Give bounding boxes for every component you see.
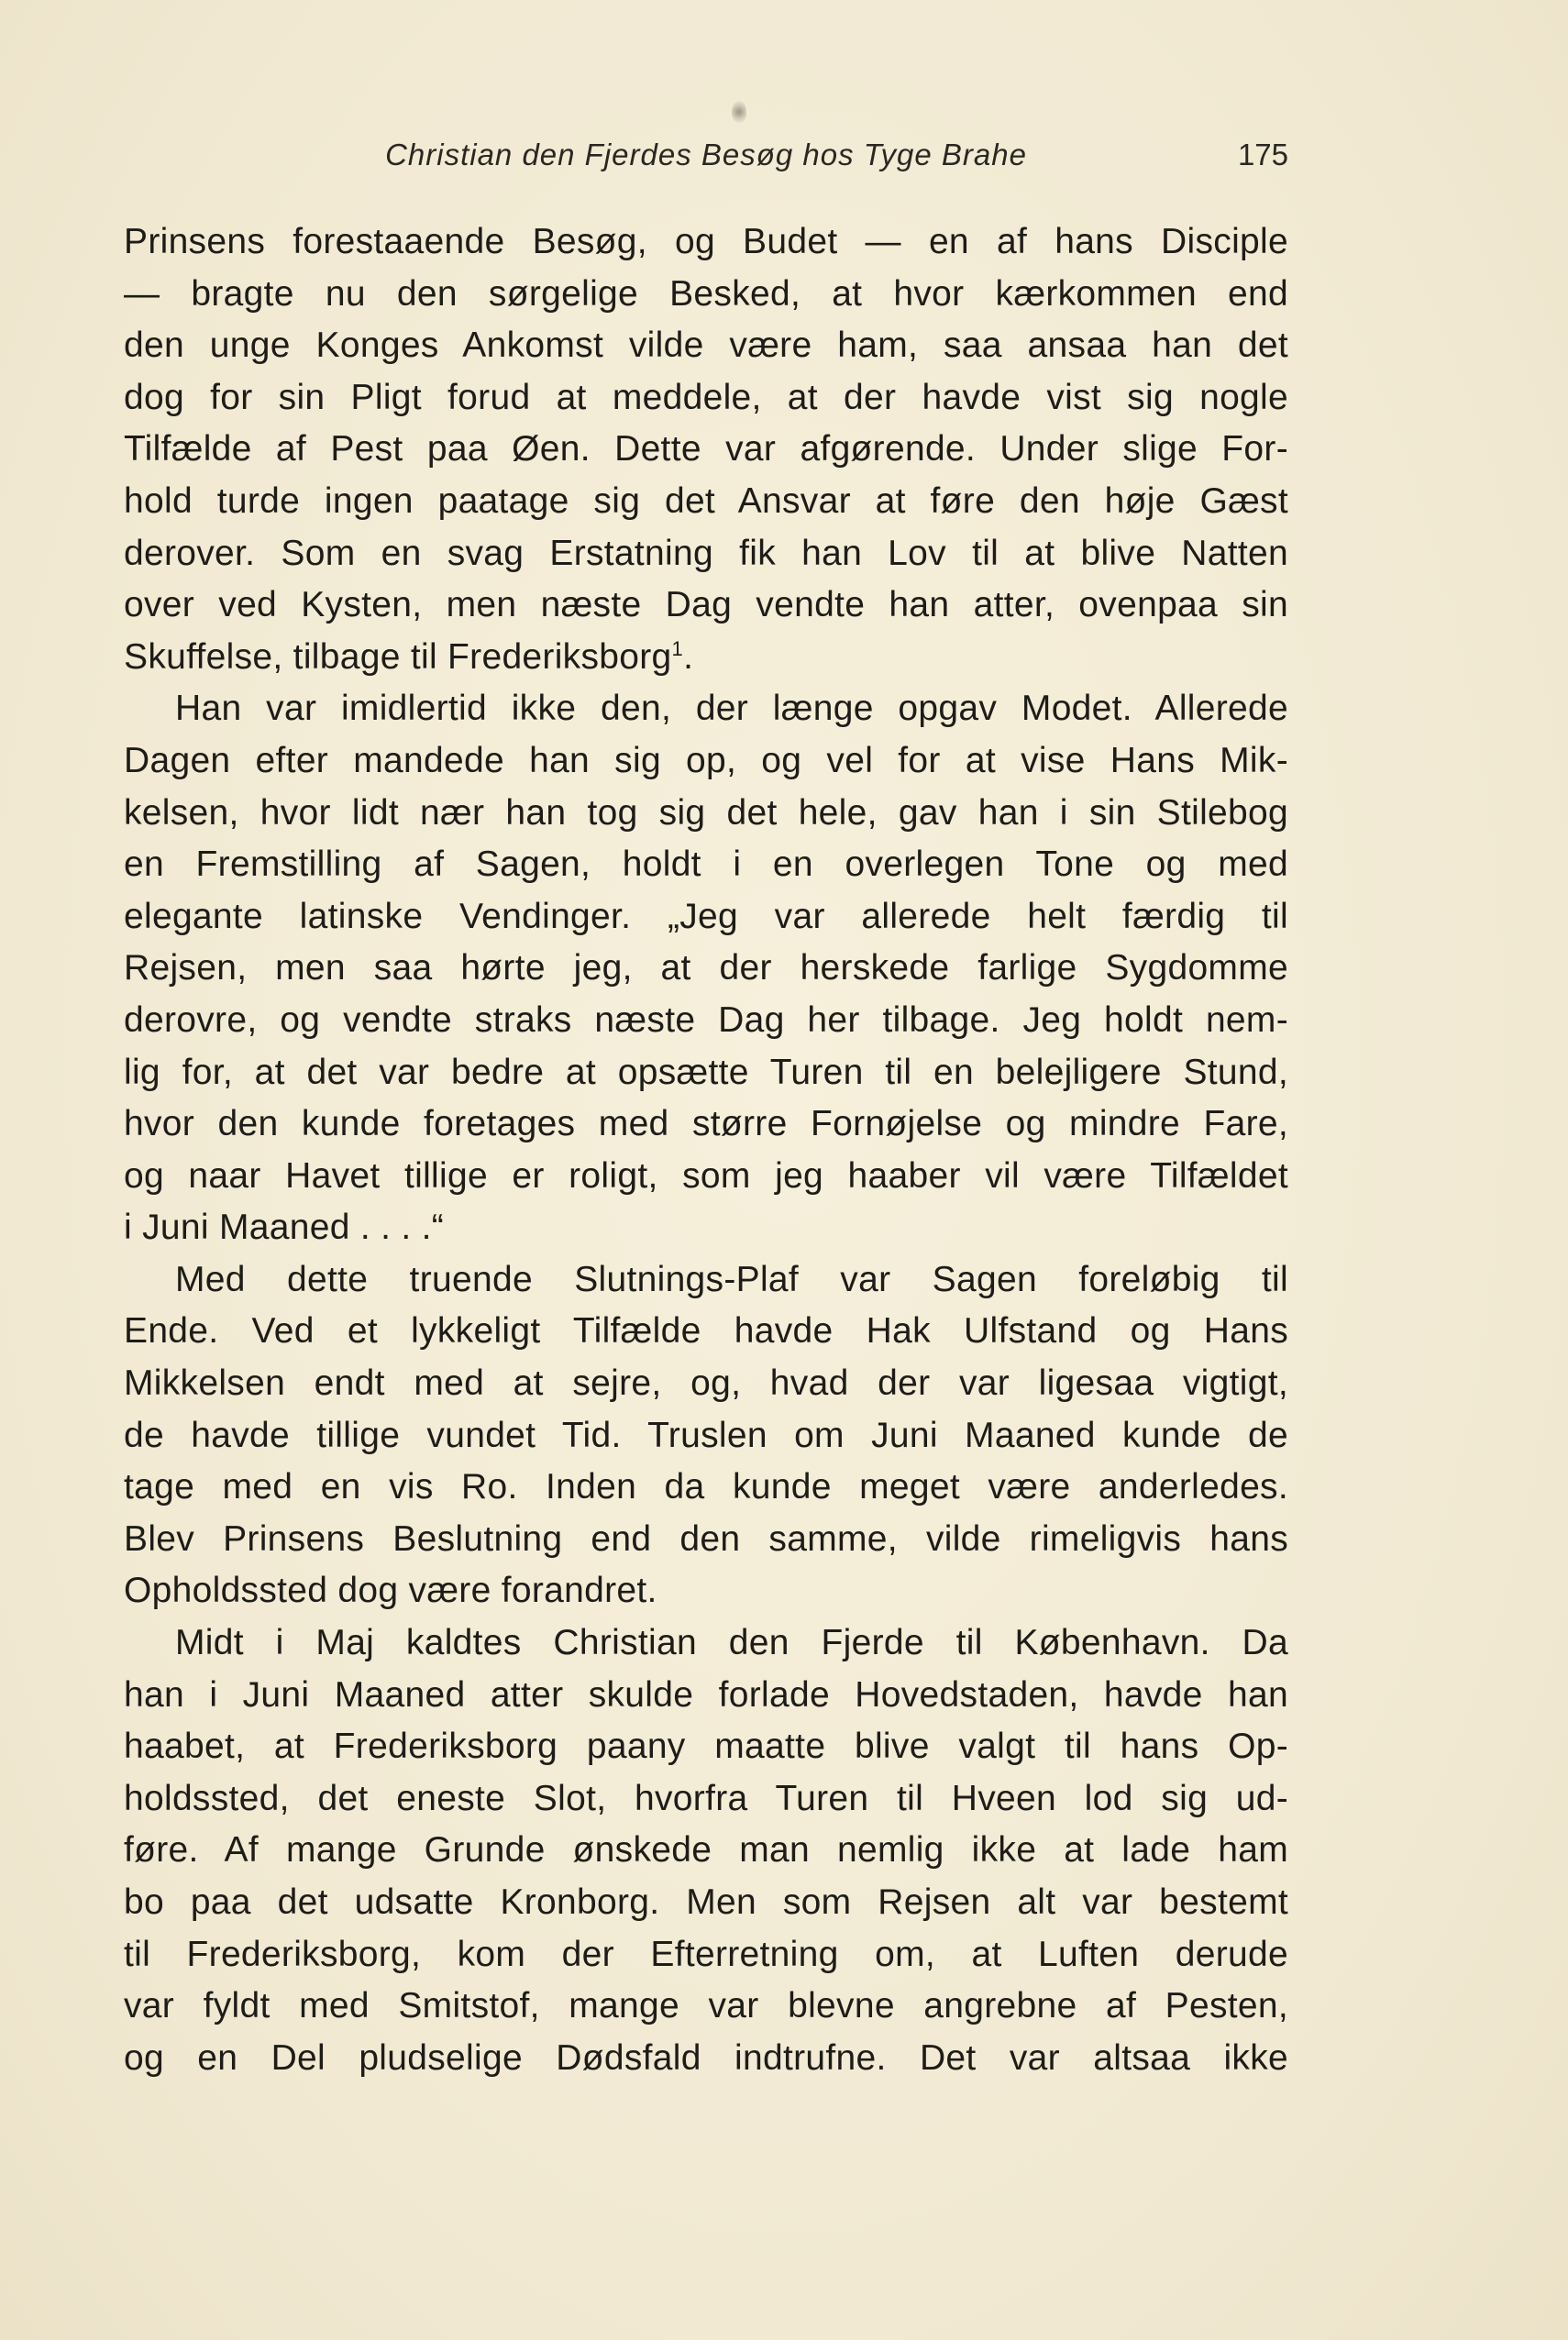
- body-text: [124, 216, 1288, 2084]
- text-line: Tilfælde af Pest paa Øen. Dette var afgørende. Under slige For-: [124, 429, 1288, 469]
- running-title: Christian den Fjerdes Besøg hos Tyge Brahe: [385, 138, 1027, 171]
- text-line: tage med en vis Ro. Inden da kunde meget være anderledes.: [124, 1467, 1288, 1507]
- text-line: lig for, at det var bedre at opsætte Turen til en belejligere Stund,: [124, 1052, 1288, 1092]
- text-line: han i Juni Maaned atter skulde forlade Hovedstaden, havde han: [124, 1674, 1288, 1715]
- text-line: holdssted, det eneste Slot, hvorfra Turen til Hveen lod sig ud-: [124, 1778, 1288, 1818]
- text-line: bo paa det udsatte Kronborg. Men som Rejsen alt var bestemt: [124, 1882, 1288, 1922]
- text-line: elegante latinske Vendinger. „Jeg var allerede helt færdig til: [124, 896, 1288, 936]
- paragraph-start-line: Midt i Maj kaldtes Christian den Fjerde til København. Da: [175, 1623, 1288, 1663]
- text-line: føre. Af mange Grunde ønskede man nemlig ikke at lade ham: [124, 1830, 1288, 1871]
- text-line: Rejsen, men saa hørte jeg, at der herskede farlige Sygdomme: [124, 948, 1288, 988]
- text-line: i Juni Maaned . . . .“: [124, 1208, 445, 1248]
- text-line: Prinsens forestaaende Besøg, og Budet — en af hans Disciple: [124, 222, 1288, 261]
- text-line: kelsen, hvor lidt nær han tog sig det hele, gav han i sin Stilebog: [124, 792, 1288, 833]
- text-line: de havde tillige vundet Tid. Truslen om Juni Maaned kunde de: [124, 1415, 1288, 1455]
- text-line: hold turde ingen paatage sig det Ansvar at føre den høje Gæst: [124, 480, 1288, 521]
- text-line: og en Del pludselige Dødsfald indtrufne. Det var altsaa ikke: [124, 2037, 1288, 2078]
- text-line: Opholdssted dog være forandret.: [124, 1571, 657, 1611]
- ink-smudge: [732, 101, 746, 123]
- text-line: til Frederiksborg, kom der Efterretning om, at Luften derude: [124, 1934, 1288, 1974]
- text-line: Blev Prinsens Beslutning end den samme, vilde rimeligvis hans: [124, 1518, 1288, 1559]
- text-line: haabet, at Frederiksborg paany maatte blive valgt til hans Op-: [124, 1727, 1288, 1767]
- footnote-marker: 1: [671, 636, 684, 660]
- text-line: dog for sin Pligt forud at meddele, at der havde vist sig nogle: [124, 377, 1288, 417]
- text-line: Skuffelse, tilbage til Frederiksborg: [124, 636, 672, 677]
- text-line-with-footnote: [124, 632, 1288, 684]
- text-line: Mikkelsen endt med at sejre, og, hvad der var ligesaa vigtigt,: [124, 1363, 1288, 1404]
- text-line: hvor den kunde foretages med større Fornøjelse og mindre Fare,: [124, 1104, 1288, 1144]
- text-line: — bragte nu den sørgelige Besked, at hvor kærkommen end: [124, 273, 1288, 314]
- text-line: og naar Havet tillige er roligt, som jeg haaber vil være Tilfældet: [124, 1155, 1288, 1196]
- page-number: 175: [1237, 138, 1288, 171]
- text-line: derovre, og vendte straks næste Dag her tilbage. Jeg holdt nem-: [124, 999, 1288, 1040]
- text-line: var fyldt med Smitstof, mange var blevne angrebne af Pesten,: [124, 1986, 1288, 2026]
- text-line: derover. Som en svag Erstatning fik han Lov til at blive Natten: [124, 533, 1288, 573]
- text-line: Ende. Ved et lykkeligt Tilfælde havde Hak Ulfstand og Hans: [124, 1311, 1288, 1352]
- paragraph-start-line: Han var imidlertid ikke den, der længe opgav Modet. Allerede: [175, 689, 1288, 729]
- text-line: den unge Konges Ankomst vilde være ham, saa ansaa han det: [124, 326, 1288, 366]
- running-header: [124, 138, 1288, 174]
- line-period: .: [683, 636, 694, 677]
- text-line: over ved Kysten, men næste Dag vendte han atter, ovenpaa sin: [124, 585, 1288, 625]
- text-line: Dagen efter mandede han sig op, og vel for at vise Hans Mik-: [124, 740, 1288, 780]
- paragraph-start-line: Med dette truende Slutnings-Plaf var Sagen foreløbig til: [175, 1259, 1288, 1299]
- text-line: en Fremstilling af Sagen, holdt i en overlegen Tone og med: [124, 844, 1288, 885]
